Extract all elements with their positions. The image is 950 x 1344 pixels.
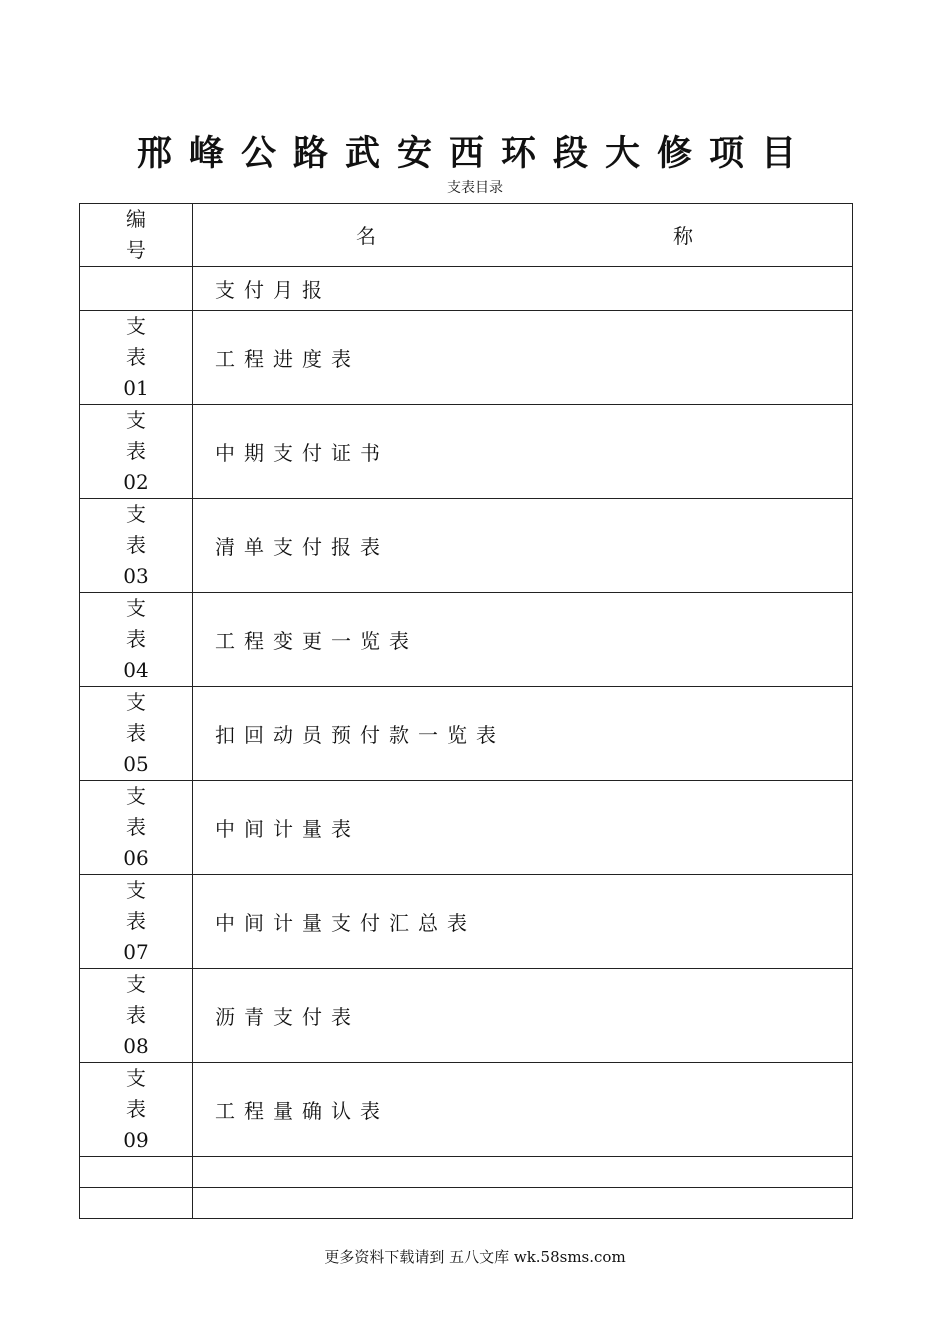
group-row	[80, 267, 853, 311]
table-row	[80, 405, 853, 499]
empty-row	[80, 1157, 853, 1188]
row-code-cell	[80, 593, 193, 687]
empty-cell	[193, 1157, 853, 1188]
code-char: 支	[126, 784, 146, 808]
table-row	[80, 1063, 853, 1157]
row-code-cell	[80, 875, 193, 969]
header-name-part: 称	[673, 224, 693, 248]
empty-cell	[80, 1188, 193, 1219]
code-number: 03	[123, 564, 149, 588]
row-code-cell	[80, 781, 193, 875]
row-code-cell	[80, 405, 193, 499]
table-row	[80, 875, 853, 969]
code-char: 支	[126, 596, 146, 620]
table-row	[80, 687, 853, 781]
header-code-char: 号	[126, 238, 146, 262]
code-char: 支	[126, 502, 146, 526]
code-char: 支	[126, 972, 146, 996]
code-char: 支	[126, 1066, 146, 1090]
row-name-cell: 中间计量支付汇总表	[193, 875, 853, 969]
group-name-cell: 支付月报	[193, 267, 853, 311]
table-row	[80, 593, 853, 687]
code-number: 08	[123, 1034, 149, 1058]
code-char: 支	[126, 878, 146, 902]
header-code-char: 编	[126, 207, 146, 231]
row-code-cell	[80, 499, 193, 593]
row-code-cell	[80, 1063, 193, 1157]
row-name-cell: 扣回动员预付款一览表	[193, 687, 853, 781]
row-name-cell: 沥青支付表	[193, 969, 853, 1063]
code-char: 表	[126, 345, 146, 369]
code-char: 表	[126, 627, 146, 651]
empty-cell	[80, 1157, 193, 1188]
table-row	[80, 311, 853, 405]
code-number: 04	[123, 658, 149, 682]
document-title: 邢峰公路武安西环段大修项目	[136, 134, 813, 174]
table-row	[80, 969, 853, 1063]
header-row	[80, 204, 853, 267]
code-char: 表	[126, 815, 146, 839]
row-code-cell	[80, 969, 193, 1063]
header-name-part: 名	[356, 224, 376, 248]
code-char: 表	[126, 1003, 146, 1027]
code-char: 表	[126, 439, 146, 463]
empty-row	[80, 1188, 853, 1219]
row-code-cell	[80, 311, 193, 405]
row-name-cell: 中期支付证书	[193, 405, 853, 499]
group-code-cell	[80, 267, 193, 311]
table-row	[80, 781, 853, 875]
row-name-cell: 工程变更一览表	[193, 593, 853, 687]
footer-note: 更多资料下载请到 五八文库 wk.58sms.com	[324, 1248, 626, 1266]
code-number: 02	[123, 470, 149, 494]
code-char: 支	[126, 408, 146, 432]
row-name-cell: 工程量确认表	[193, 1063, 853, 1157]
row-code-cell	[80, 687, 193, 781]
header-name-cell	[193, 204, 853, 267]
row-name-cell: 中间计量表	[193, 781, 853, 875]
header-code-cell	[80, 204, 193, 267]
empty-cell	[193, 1188, 853, 1219]
document-subtitle: 支表目录	[447, 180, 503, 196]
code-number: 01	[123, 376, 149, 400]
row-name-cell: 工程进度表	[193, 311, 853, 405]
code-char: 表	[126, 533, 146, 557]
table-row	[80, 499, 853, 593]
code-number: 06	[123, 846, 149, 870]
code-char: 表	[126, 909, 146, 933]
code-char: 表	[126, 1097, 146, 1121]
code-char: 支	[126, 314, 146, 338]
row-name-cell: 清单支付报表	[193, 499, 853, 593]
code-char: 支	[126, 690, 146, 714]
catalog-table	[79, 203, 853, 1219]
code-number: 05	[123, 752, 149, 776]
code-char: 表	[126, 721, 146, 745]
code-number: 07	[123, 940, 149, 964]
code-number: 09	[123, 1128, 149, 1152]
